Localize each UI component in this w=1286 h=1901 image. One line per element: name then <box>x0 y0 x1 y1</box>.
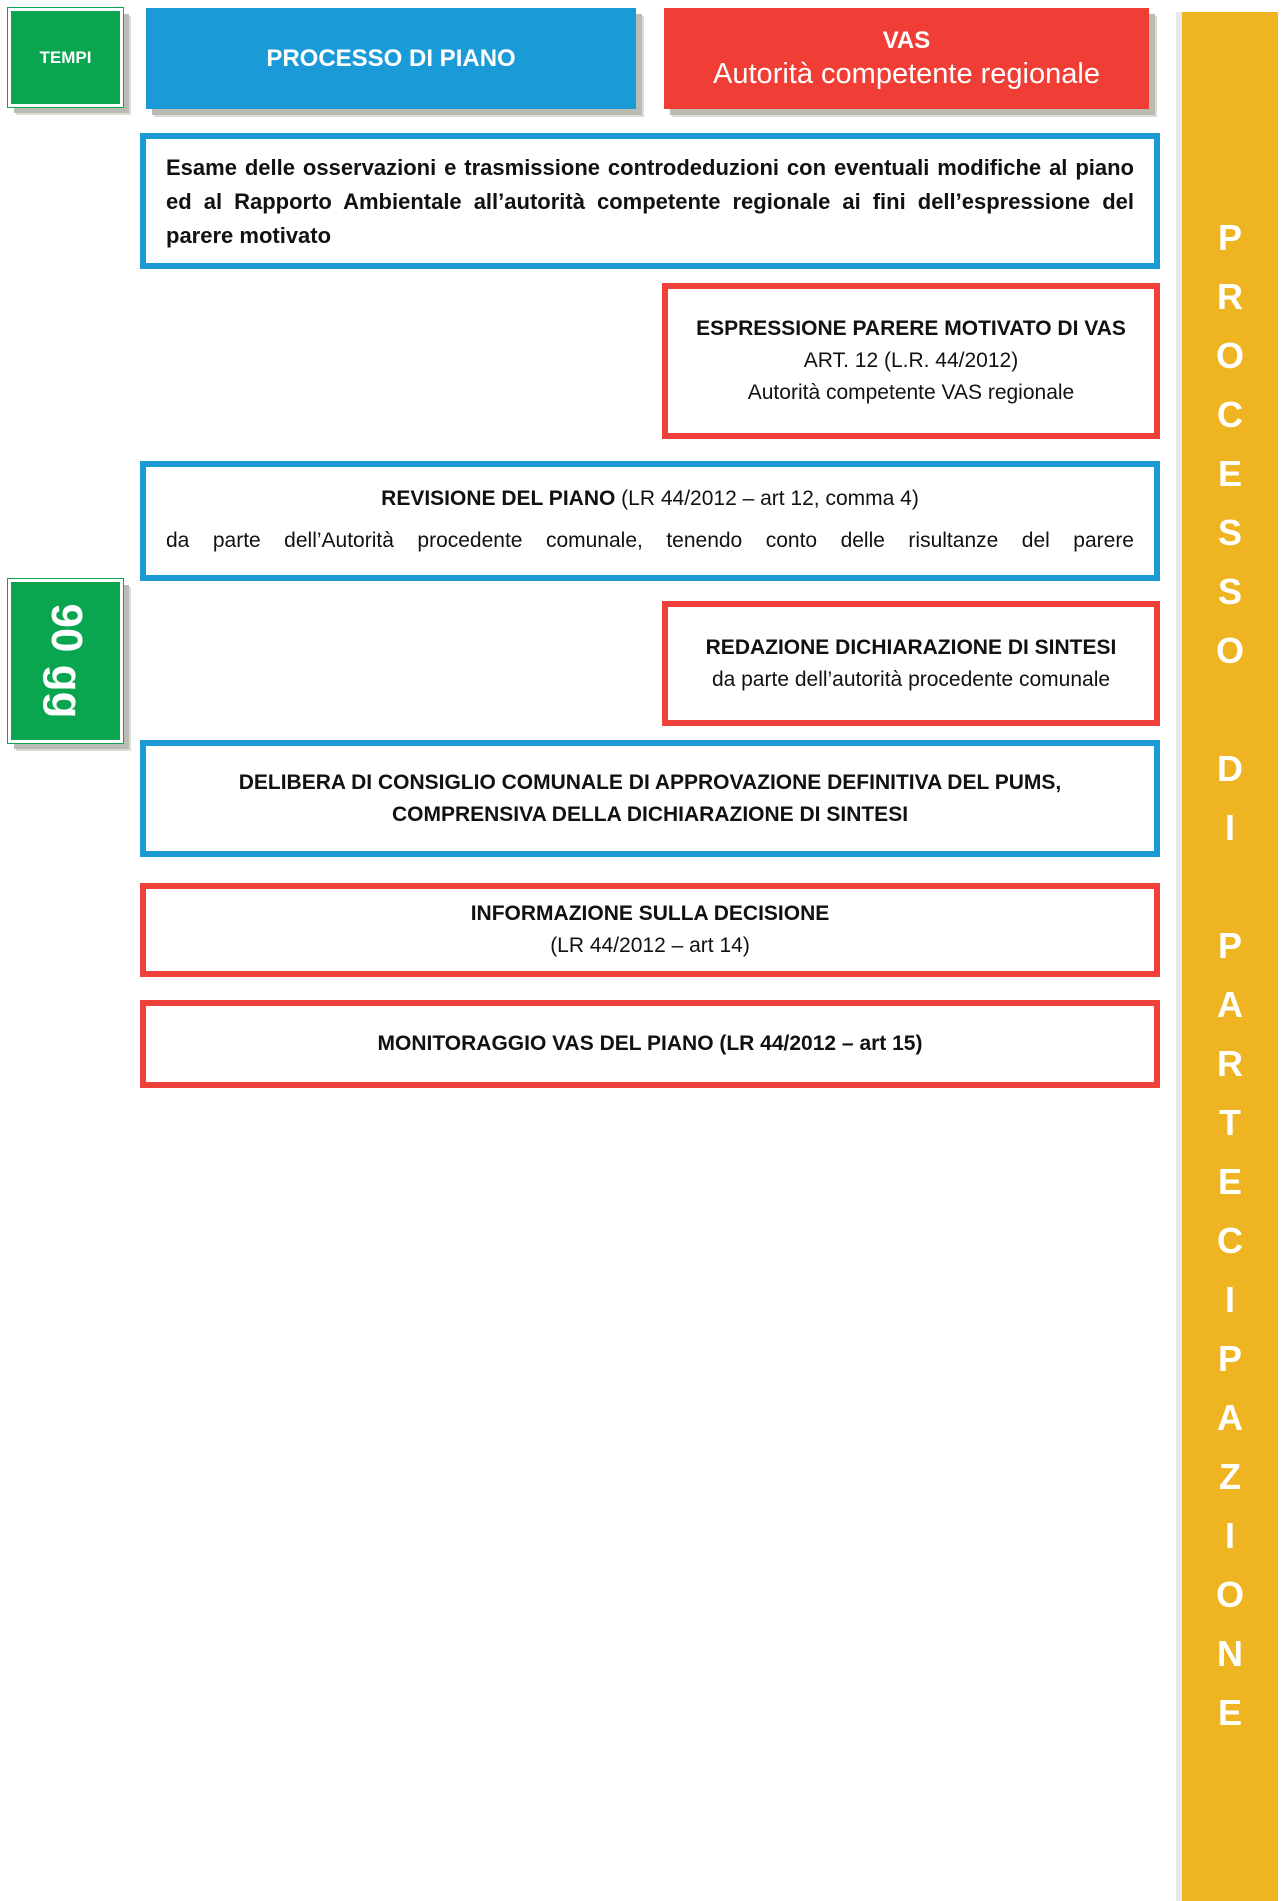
participation-letter: C <box>1216 1220 1243 1261</box>
participation-letter: E <box>1217 1161 1242 1202</box>
step-parere-title: ESPRESSIONE PARERE MOTIVATO DI VAS <box>696 317 1126 340</box>
step-revisione-ref: (LR 44/2012 – art 12, comma 4) <box>615 487 919 510</box>
step-delibera-box <box>140 740 1160 857</box>
participation-letter <box>1216 680 1244 739</box>
participation-letter: S <box>1217 512 1242 553</box>
participation-letter: E <box>1217 453 1242 494</box>
step-delibera-line2: COMPRENSIVA DELLA DICHIARAZIONE DI SINTESI <box>391 802 909 826</box>
participation-letter: O <box>1215 630 1244 671</box>
step-parere-box <box>662 283 1160 439</box>
participation-letter: T <box>1218 1102 1241 1143</box>
step-parere-article: ART. 12 (L.R. 44/2012) <box>803 349 1019 372</box>
participation-letter: P <box>1217 217 1242 258</box>
step-sintesi-text: da parte dell’autorità procedente comunale <box>711 667 1111 691</box>
participation-letter: N <box>1216 1633 1243 1674</box>
participation-letters <box>1216 208 1244 1742</box>
participation-letter: R <box>1216 276 1243 317</box>
step-sintesi-box <box>662 601 1160 726</box>
timing-days: 90 gg <box>41 603 91 719</box>
timing-badge <box>8 579 123 743</box>
participation-letter: A <box>1216 984 1243 1025</box>
vas-subtitle: Autorità competente regionale <box>713 57 1100 90</box>
participation-letter: S <box>1217 571 1242 612</box>
participation-letter: O <box>1215 1574 1244 1615</box>
participation-letter: P <box>1217 925 1242 966</box>
vas-header <box>664 8 1149 109</box>
step-esame-box <box>140 133 1160 269</box>
participation-letter: I <box>1224 1279 1235 1320</box>
step-monitoraggio-box <box>140 1000 1160 1088</box>
processo-header <box>146 8 636 109</box>
step-sintesi-title: REDAZIONE DICHIARAZIONE DI SINTESI <box>705 635 1117 659</box>
step-informazione-title: INFORMAZIONE SULLA DECISIONE <box>470 902 830 925</box>
participation-letter: O <box>1215 335 1244 376</box>
step-parere-authority: Autorità competente VAS regionale <box>747 381 1075 404</box>
tempi-header <box>8 8 123 107</box>
step-delibera-line1: DELIBERA DI CONSIGLIO COMUNALE DI APPROVAZIONE DEFINITIVA DEL PUMS, <box>238 770 1062 794</box>
step-revisione-text: da parte dell’Autorità procedente comunale, tenendo conto delle risultanze del parere <box>166 529 1134 552</box>
participation-letter: I <box>1224 1515 1235 1556</box>
step-esame-text: Esame delle osservazioni e trasmissione controdeduzioni con eventuali modifiche al piano ed al Rapporto Ambientale all’autorità competente regionale ai fini dell’espressione del parere motivato <box>166 155 1134 248</box>
participation-letter: A <box>1216 1397 1243 1438</box>
participation-letter <box>1216 857 1244 916</box>
participation-letter: Z <box>1218 1456 1241 1497</box>
step-revisione-title: REVISIONE DEL PIANO <box>381 487 616 510</box>
processo-label: PROCESSO DI PIANO <box>266 44 516 72</box>
step-monitoraggio-text: MONITORAGGIO VAS DEL PIANO (LR 44/2012 – art 15) <box>377 1032 923 1055</box>
vas-title: VAS <box>882 26 931 54</box>
participation-letter: D <box>1216 748 1243 789</box>
participation-letter: P <box>1217 1338 1242 1379</box>
tempi-label: TEMPI <box>39 47 92 67</box>
participation-letter: E <box>1217 1692 1242 1733</box>
participation-letter: I <box>1224 807 1235 848</box>
step-revisione-box <box>140 461 1160 581</box>
participation-column <box>1182 12 1278 1901</box>
step-informazione-ref: (LR 44/2012 – art 14) <box>550 934 750 957</box>
step-informazione-box <box>140 883 1160 977</box>
participation-letter: R <box>1216 1043 1243 1084</box>
participation-letter: C <box>1216 394 1243 435</box>
